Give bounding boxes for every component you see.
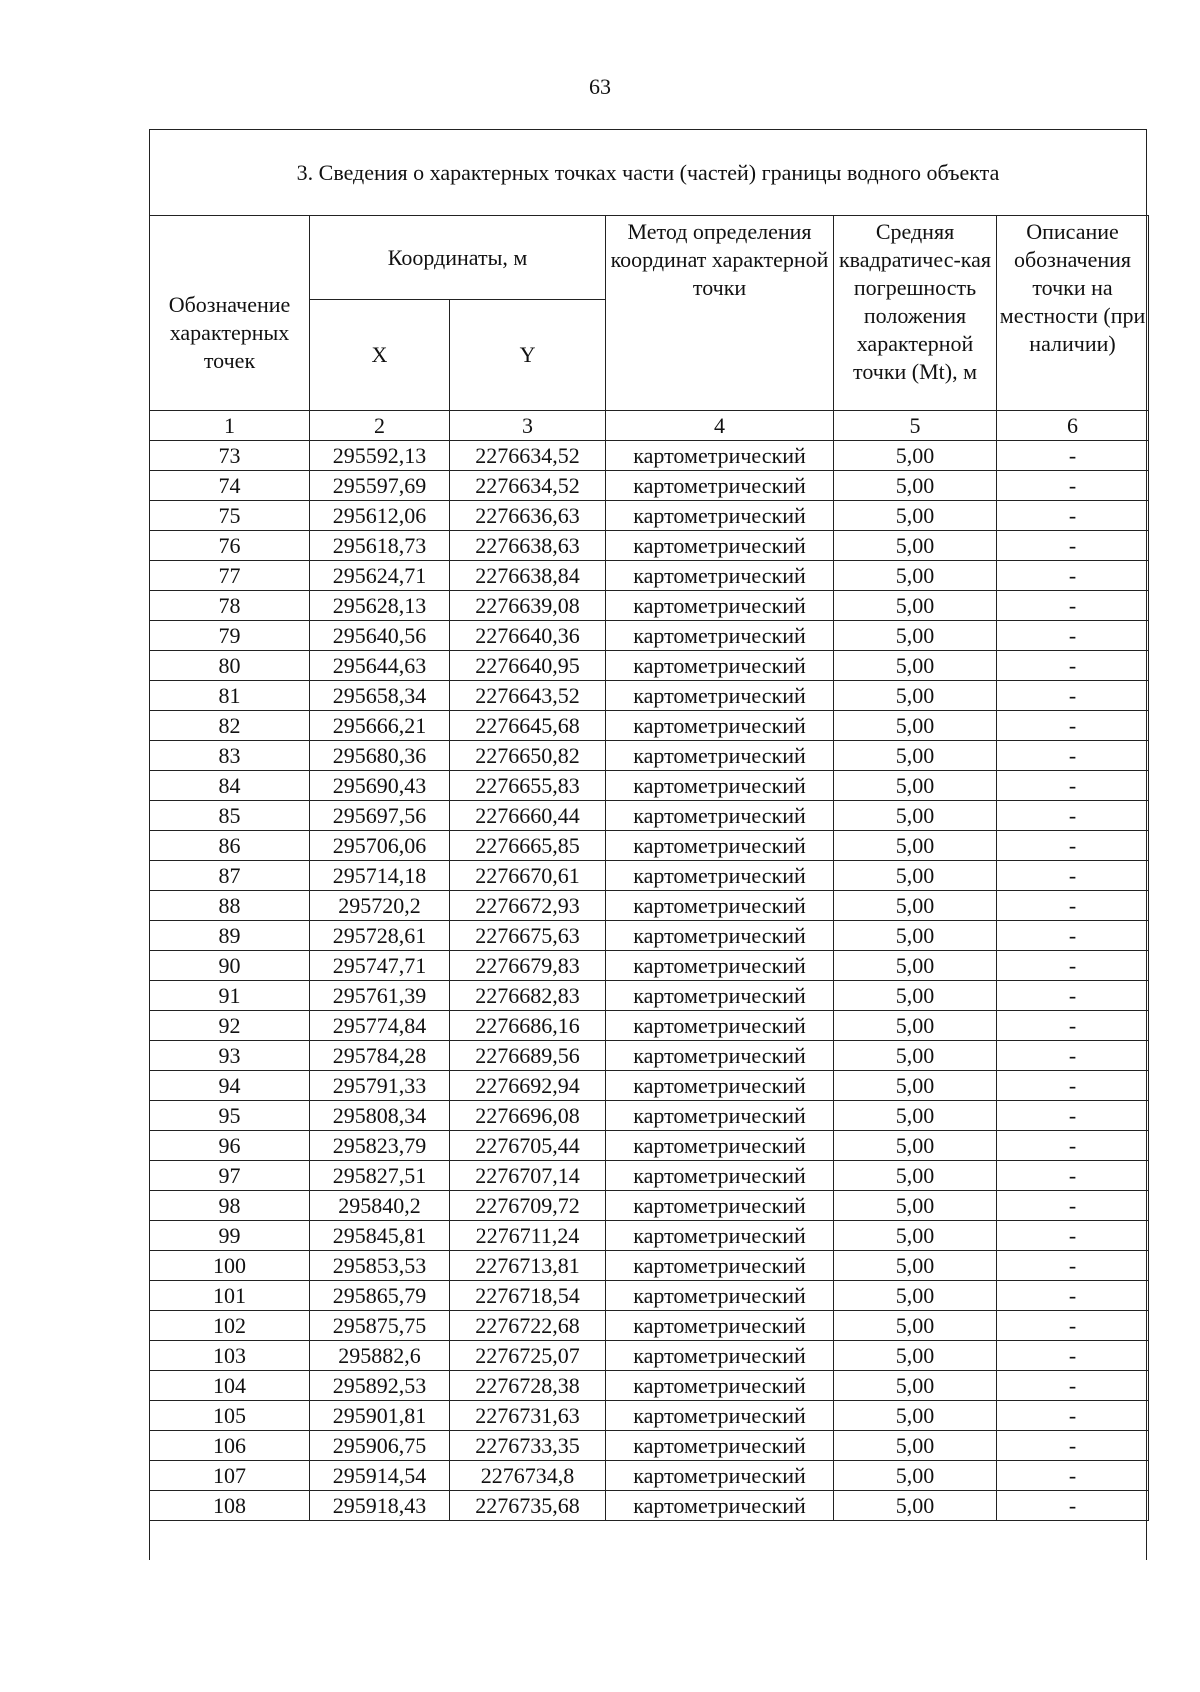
- description-cell: -: [997, 531, 1149, 561]
- description-cell: -: [997, 1371, 1149, 1401]
- header-method: Метод определения координат характерной точки: [606, 216, 834, 411]
- table-row: [150, 861, 1149, 891]
- description-cell: -: [997, 1011, 1149, 1041]
- table-row: [150, 921, 1149, 951]
- point-id-cell: 86: [150, 831, 310, 861]
- table-row: [150, 831, 1149, 861]
- error-cell: 5,00: [834, 711, 997, 741]
- table-row: [150, 441, 1149, 471]
- error-cell: 5,00: [834, 1371, 997, 1401]
- y-coordinate-cell: 2276640,36: [450, 621, 606, 651]
- x-coordinate-cell: 295690,43: [310, 771, 450, 801]
- method-cell: картометрический: [606, 981, 834, 1011]
- y-coordinate-cell: 2276734,8: [450, 1461, 606, 1491]
- column-number: 4: [606, 411, 834, 441]
- point-id-cell: 78: [150, 591, 310, 621]
- table-row: [150, 801, 1149, 831]
- method-cell: картометрический: [606, 1431, 834, 1461]
- y-coordinate-cell: 2276638,84: [450, 561, 606, 591]
- description-cell: -: [997, 1191, 1149, 1221]
- error-cell: 5,00: [834, 1461, 997, 1491]
- x-coordinate-cell: 295706,06: [310, 831, 450, 861]
- method-cell: картометрический: [606, 1161, 834, 1191]
- y-coordinate-cell: 2276665,85: [450, 831, 606, 861]
- x-coordinate-cell: 295640,56: [310, 621, 450, 651]
- description-cell: -: [997, 1401, 1149, 1431]
- error-cell: 5,00: [834, 471, 997, 501]
- method-cell: картометрический: [606, 501, 834, 531]
- description-cell: -: [997, 831, 1149, 861]
- y-coordinate-cell: 2276722,68: [450, 1311, 606, 1341]
- point-id-cell: 80: [150, 651, 310, 681]
- header-error: Средняя квадратичес-кая погрешность положения характерной точки (Mt), м: [834, 216, 997, 411]
- x-coordinate-cell: 295845,81: [310, 1221, 450, 1251]
- x-coordinate-cell: 295628,13: [310, 591, 450, 621]
- method-cell: картометрический: [606, 651, 834, 681]
- error-cell: 5,00: [834, 981, 997, 1011]
- point-id-cell: 92: [150, 1011, 310, 1041]
- table-row: [150, 771, 1149, 801]
- method-cell: картометрический: [606, 1101, 834, 1131]
- description-cell: -: [997, 801, 1149, 831]
- header-y: Y: [450, 300, 606, 411]
- point-id-cell: 75: [150, 501, 310, 531]
- table-row: [150, 1041, 1149, 1071]
- table-row: [150, 1101, 1149, 1131]
- x-coordinate-cell: 295761,39: [310, 981, 450, 1011]
- method-cell: картометрический: [606, 1011, 834, 1041]
- method-cell: картометрический: [606, 891, 834, 921]
- y-coordinate-cell: 2276725,07: [450, 1341, 606, 1371]
- x-coordinate-cell: 295875,75: [310, 1311, 450, 1341]
- table-row: [150, 471, 1149, 501]
- method-cell: картометрический: [606, 861, 834, 891]
- table-row: [150, 1281, 1149, 1311]
- table-row: [150, 1431, 1149, 1461]
- error-cell: 5,00: [834, 1401, 997, 1431]
- x-coordinate-cell: 295618,73: [310, 531, 450, 561]
- error-cell: 5,00: [834, 621, 997, 651]
- point-id-cell: 82: [150, 711, 310, 741]
- y-coordinate-cell: 2276709,72: [450, 1191, 606, 1221]
- x-coordinate-cell: 295901,81: [310, 1401, 450, 1431]
- error-cell: 5,00: [834, 861, 997, 891]
- page-number: 63: [589, 74, 611, 99]
- point-id-cell: 99: [150, 1221, 310, 1251]
- x-coordinate-cell: 295906,75: [310, 1431, 450, 1461]
- description-cell: -: [997, 441, 1149, 471]
- point-id-cell: 107: [150, 1461, 310, 1491]
- method-cell: картометрический: [606, 531, 834, 561]
- y-coordinate-cell: 2276643,52: [450, 681, 606, 711]
- table-row: [150, 891, 1149, 921]
- description-cell: -: [997, 621, 1149, 651]
- section-title: 3. Сведения о характерных точках части (частей) границы водного объекта: [296, 160, 1000, 185]
- y-coordinate-cell: 2276634,52: [450, 471, 606, 501]
- y-coordinate-cell: 2276711,24: [450, 1221, 606, 1251]
- table-row: [150, 1461, 1149, 1491]
- error-cell: 5,00: [834, 591, 997, 621]
- point-id-cell: 106: [150, 1431, 310, 1461]
- description-cell: -: [997, 591, 1149, 621]
- error-cell: 5,00: [834, 501, 997, 531]
- error-cell: 5,00: [834, 891, 997, 921]
- table-row: [150, 1221, 1149, 1251]
- header-x: X: [310, 300, 450, 411]
- y-coordinate-cell: 2276638,63: [450, 531, 606, 561]
- x-coordinate-cell: 295892,53: [310, 1371, 450, 1401]
- y-coordinate-cell: 2276640,95: [450, 651, 606, 681]
- method-cell: картометрический: [606, 801, 834, 831]
- error-cell: 5,00: [834, 1251, 997, 1281]
- description-cell: -: [997, 711, 1149, 741]
- y-coordinate-cell: 2276731,63: [450, 1401, 606, 1431]
- point-id-cell: 76: [150, 531, 310, 561]
- method-cell: картометрический: [606, 951, 834, 981]
- header-point-designation: Обозначение характерных точек: [150, 216, 310, 411]
- method-cell: картометрический: [606, 1281, 834, 1311]
- description-cell: -: [997, 1311, 1149, 1341]
- x-coordinate-cell: 295697,56: [310, 801, 450, 831]
- error-cell: 5,00: [834, 1281, 997, 1311]
- table-row: [150, 591, 1149, 621]
- method-cell: картометрический: [606, 591, 834, 621]
- column-number: 1: [150, 411, 310, 441]
- y-coordinate-cell: 2276675,63: [450, 921, 606, 951]
- x-coordinate-cell: 295624,71: [310, 561, 450, 591]
- error-cell: 5,00: [834, 1101, 997, 1131]
- description-cell: -: [997, 1251, 1149, 1281]
- column-number: 5: [834, 411, 997, 441]
- method-cell: картометрический: [606, 561, 834, 591]
- y-coordinate-cell: 2276718,54: [450, 1281, 606, 1311]
- description-cell: -: [997, 1101, 1149, 1131]
- x-coordinate-cell: 295853,53: [310, 1251, 450, 1281]
- description-cell: -: [997, 1221, 1149, 1251]
- y-coordinate-cell: 2276645,68: [450, 711, 606, 741]
- error-cell: 5,00: [834, 1311, 997, 1341]
- x-coordinate-cell: 295784,28: [310, 1041, 450, 1071]
- error-cell: 5,00: [834, 1431, 997, 1461]
- table-row: [150, 501, 1149, 531]
- y-coordinate-cell: 2276639,08: [450, 591, 606, 621]
- y-coordinate-cell: 2276692,94: [450, 1071, 606, 1101]
- method-cell: картометрический: [606, 1371, 834, 1401]
- description-cell: -: [997, 861, 1149, 891]
- table-row: [150, 1071, 1149, 1101]
- error-cell: 5,00: [834, 1041, 997, 1071]
- point-id-cell: 79: [150, 621, 310, 651]
- method-cell: картометрический: [606, 1491, 834, 1521]
- point-id-cell: 84: [150, 771, 310, 801]
- point-id-cell: 74: [150, 471, 310, 501]
- error-cell: 5,00: [834, 1161, 997, 1191]
- table-row: [150, 561, 1149, 591]
- error-cell: 5,00: [834, 771, 997, 801]
- y-coordinate-cell: 2276686,16: [450, 1011, 606, 1041]
- point-id-cell: 108: [150, 1491, 310, 1521]
- point-id-cell: 90: [150, 951, 310, 981]
- y-coordinate-cell: 2276735,68: [450, 1491, 606, 1521]
- method-cell: картометрический: [606, 711, 834, 741]
- x-coordinate-cell: 295597,69: [310, 471, 450, 501]
- y-coordinate-cell: 2276733,35: [450, 1431, 606, 1461]
- error-cell: 5,00: [834, 1491, 997, 1521]
- table-row: [150, 1371, 1149, 1401]
- table-row: [150, 681, 1149, 711]
- point-id-cell: 77: [150, 561, 310, 591]
- method-cell: картометрический: [606, 1461, 834, 1491]
- error-cell: 5,00: [834, 1191, 997, 1221]
- x-coordinate-cell: 295865,79: [310, 1281, 450, 1311]
- y-coordinate-cell: 2276696,08: [450, 1101, 606, 1131]
- description-cell: -: [997, 981, 1149, 1011]
- y-coordinate-cell: 2276655,83: [450, 771, 606, 801]
- point-id-cell: 104: [150, 1371, 310, 1401]
- x-coordinate-cell: 295747,71: [310, 951, 450, 981]
- method-cell: картометрический: [606, 621, 834, 651]
- y-coordinate-cell: 2276679,83: [450, 951, 606, 981]
- point-id-cell: 94: [150, 1071, 310, 1101]
- error-cell: 5,00: [834, 831, 997, 861]
- method-cell: картометрический: [606, 1131, 834, 1161]
- point-id-cell: 91: [150, 981, 310, 1011]
- error-cell: 5,00: [834, 921, 997, 951]
- header-coordinates: Координаты, м: [310, 216, 606, 300]
- table-row: [150, 1311, 1149, 1341]
- point-id-cell: 89: [150, 921, 310, 951]
- y-coordinate-cell: 2276728,38: [450, 1371, 606, 1401]
- table-row: [150, 951, 1149, 981]
- column-number-row: [150, 411, 1149, 441]
- point-id-cell: 95: [150, 1101, 310, 1131]
- point-id-cell: 83: [150, 741, 310, 771]
- y-coordinate-cell: 2276670,61: [450, 861, 606, 891]
- table-body: [150, 441, 1149, 1521]
- table-row: [150, 1161, 1149, 1191]
- x-coordinate-cell: 295882,6: [310, 1341, 450, 1371]
- table-row: [150, 711, 1149, 741]
- table-row: [150, 651, 1149, 681]
- point-id-cell: 103: [150, 1341, 310, 1371]
- point-id-cell: 101: [150, 1281, 310, 1311]
- table-row: [150, 621, 1149, 651]
- y-coordinate-cell: 2276634,52: [450, 441, 606, 471]
- table-row: [150, 1251, 1149, 1281]
- table-row: [150, 1341, 1149, 1371]
- y-coordinate-cell: 2276672,93: [450, 891, 606, 921]
- y-coordinate-cell: 2276650,82: [450, 741, 606, 771]
- table-header: [150, 216, 1149, 441]
- x-coordinate-cell: 295720,2: [310, 891, 450, 921]
- point-id-cell: 98: [150, 1191, 310, 1221]
- method-cell: картометрический: [606, 1191, 834, 1221]
- point-id-cell: 85: [150, 801, 310, 831]
- y-coordinate-cell: 2276705,44: [450, 1131, 606, 1161]
- x-coordinate-cell: 295612,06: [310, 501, 450, 531]
- table-row: [150, 741, 1149, 771]
- y-coordinate-cell: 2276636,63: [450, 501, 606, 531]
- description-cell: -: [997, 1131, 1149, 1161]
- method-cell: картометрический: [606, 1071, 834, 1101]
- point-id-cell: 93: [150, 1041, 310, 1071]
- y-coordinate-cell: 2276707,14: [450, 1161, 606, 1191]
- description-cell: -: [997, 471, 1149, 501]
- table-row: [150, 981, 1149, 1011]
- method-cell: картометрический: [606, 681, 834, 711]
- method-cell: картометрический: [606, 741, 834, 771]
- x-coordinate-cell: 295774,84: [310, 1011, 450, 1041]
- point-id-cell: 97: [150, 1161, 310, 1191]
- description-cell: -: [997, 1041, 1149, 1071]
- table-row: [150, 531, 1149, 561]
- description-cell: -: [997, 921, 1149, 951]
- error-cell: 5,00: [834, 951, 997, 981]
- description-cell: -: [997, 1071, 1149, 1101]
- header-description: Описание обозначения точки на местности (при наличии): [997, 216, 1149, 411]
- y-coordinate-cell: 2276682,83: [450, 981, 606, 1011]
- method-cell: картометрический: [606, 441, 834, 471]
- x-coordinate-cell: 295823,79: [310, 1131, 450, 1161]
- error-cell: 5,00: [834, 531, 997, 561]
- table-row: [150, 1401, 1149, 1431]
- error-cell: 5,00: [834, 561, 997, 591]
- point-id-cell: 105: [150, 1401, 310, 1431]
- x-coordinate-cell: 295914,54: [310, 1461, 450, 1491]
- error-cell: 5,00: [834, 1011, 997, 1041]
- x-coordinate-cell: 295680,36: [310, 741, 450, 771]
- error-cell: 5,00: [834, 1131, 997, 1161]
- method-cell: картометрический: [606, 831, 834, 861]
- method-cell: картометрический: [606, 1401, 834, 1431]
- description-cell: -: [997, 951, 1149, 981]
- column-number: 2: [310, 411, 450, 441]
- x-coordinate-cell: 295644,63: [310, 651, 450, 681]
- x-coordinate-cell: 295840,2: [310, 1191, 450, 1221]
- point-id-cell: 96: [150, 1131, 310, 1161]
- description-cell: -: [997, 561, 1149, 591]
- method-cell: картометрический: [606, 471, 834, 501]
- column-number: 3: [450, 411, 606, 441]
- method-cell: картометрический: [606, 1311, 834, 1341]
- x-coordinate-cell: 295714,18: [310, 861, 450, 891]
- error-cell: 5,00: [834, 741, 997, 771]
- error-cell: 5,00: [834, 1221, 997, 1251]
- description-cell: -: [997, 651, 1149, 681]
- description-cell: -: [997, 501, 1149, 531]
- table-row: [150, 1011, 1149, 1041]
- y-coordinate-cell: 2276689,56: [450, 1041, 606, 1071]
- description-cell: -: [997, 1431, 1149, 1461]
- x-coordinate-cell: 295918,43: [310, 1491, 450, 1521]
- description-cell: -: [997, 1341, 1149, 1371]
- x-coordinate-cell: 295658,34: [310, 681, 450, 711]
- error-cell: 5,00: [834, 441, 997, 471]
- error-cell: 5,00: [834, 1341, 997, 1371]
- y-coordinate-cell: 2276660,44: [450, 801, 606, 831]
- point-id-cell: 87: [150, 861, 310, 891]
- description-cell: -: [997, 1461, 1149, 1491]
- description-cell: -: [997, 681, 1149, 711]
- column-number: 6: [997, 411, 1149, 441]
- x-coordinate-cell: 295791,33: [310, 1071, 450, 1101]
- point-id-cell: 102: [150, 1311, 310, 1341]
- method-cell: картометрический: [606, 1251, 834, 1281]
- error-cell: 5,00: [834, 801, 997, 831]
- x-coordinate-cell: 295808,34: [310, 1101, 450, 1131]
- description-cell: -: [997, 1491, 1149, 1521]
- error-cell: 5,00: [834, 681, 997, 711]
- method-cell: картометрический: [606, 1221, 834, 1251]
- x-coordinate-cell: 295666,21: [310, 711, 450, 741]
- method-cell: картометрический: [606, 921, 834, 951]
- description-cell: -: [997, 1281, 1149, 1311]
- method-cell: картометрический: [606, 771, 834, 801]
- table-row: [150, 1131, 1149, 1161]
- point-id-cell: 81: [150, 681, 310, 711]
- method-cell: картометрический: [606, 1041, 834, 1071]
- point-id-cell: 100: [150, 1251, 310, 1281]
- error-cell: 5,00: [834, 1071, 997, 1101]
- method-cell: картометрический: [606, 1341, 834, 1371]
- x-coordinate-cell: 295728,61: [310, 921, 450, 951]
- x-coordinate-cell: 295827,51: [310, 1161, 450, 1191]
- error-cell: 5,00: [834, 651, 997, 681]
- description-cell: -: [997, 771, 1149, 801]
- point-id-cell: 73: [150, 441, 310, 471]
- table-row: [150, 1491, 1149, 1521]
- point-id-cell: 88: [150, 891, 310, 921]
- description-cell: -: [997, 741, 1149, 771]
- description-cell: -: [997, 1161, 1149, 1191]
- x-coordinate-cell: 295592,13: [310, 441, 450, 471]
- description-cell: -: [997, 891, 1149, 921]
- y-coordinate-cell: 2276713,81: [450, 1251, 606, 1281]
- table-row: [150, 1191, 1149, 1221]
- points-table: [149, 215, 1149, 1521]
